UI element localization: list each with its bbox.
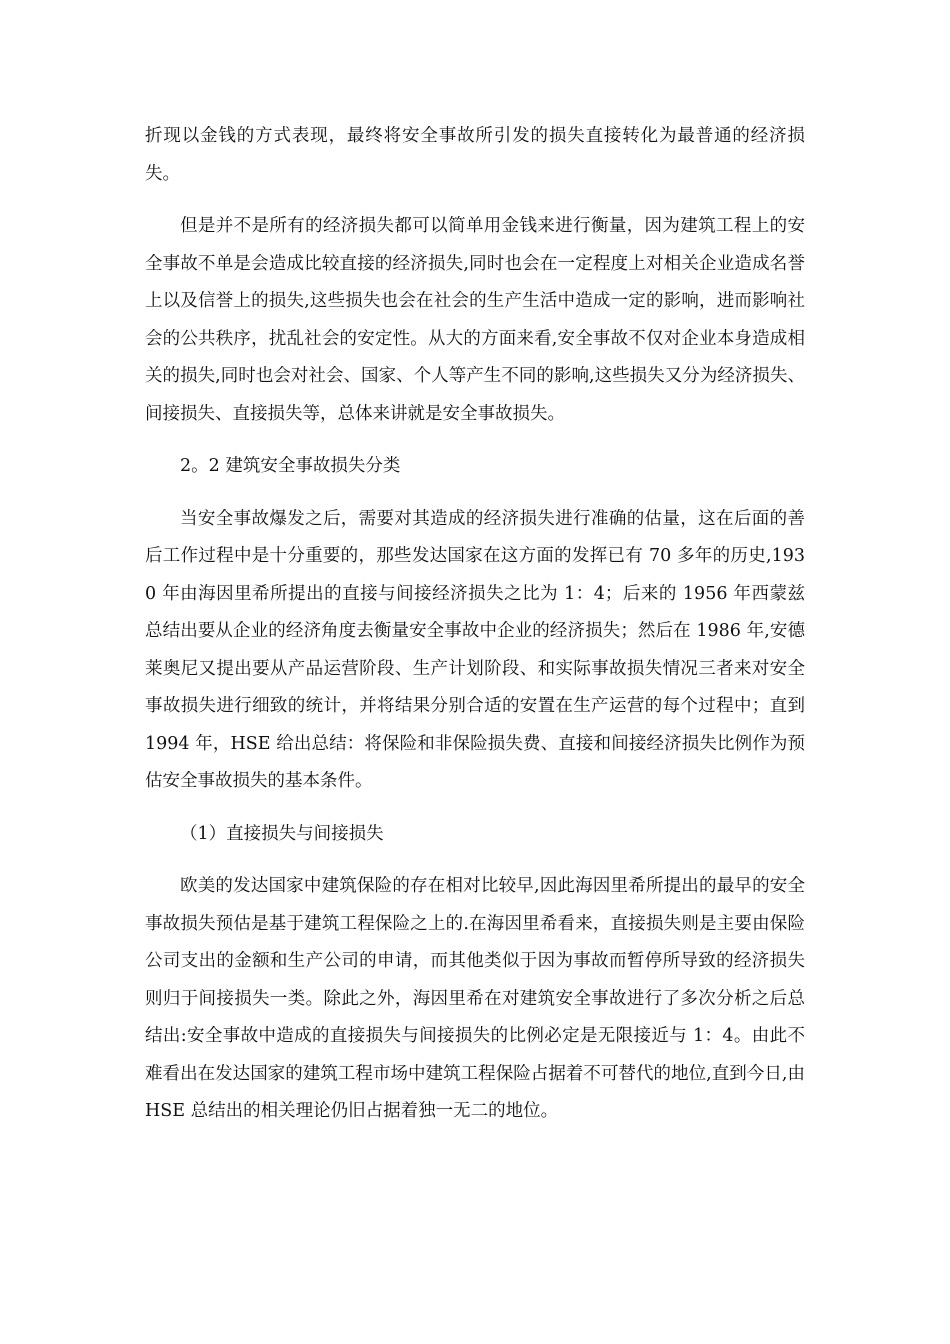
subsection-heading-direct-indirect: （1）直接损失与间接损失 xyxy=(180,823,384,844)
paragraph-heinrich-theory: 欧美的发达国家中建筑保险的存在相对比较早,因此海因里希所提出的最早的安全事故损失预估是基于建筑工程保险之上的.在海因里希看来，直接损失则是主要由保险公司支出的金额和生产公司的申请，而其他类似于因为事故而暂停所导致的经济损失则归于间接损失一类。除此之外，海因里希在对建筑安全事故进行了多次分析之后总结出:安全事故中造成的直接损失与间接损失的比例必定是无限接近与 1：4。由此不难看出在发达国家的建筑工程市场中建筑工程保险占据着不可替代的地位,直到今日,由 HSE 总结出的相关理论仍旧占据着独一无二的地位。 xyxy=(145,876,805,1121)
paragraph-economic-loss: 但是并不是所有的经济损失都可以简单用金钱来进行衡量，因为建筑工程上的安全事故不单是会造成比较直接的经济损失,同时也会在一定程度上对相关企业造成名誉上以及信誉上的损失,这些损失也会在社会的生产生活中造成一定的影响，进而影响社会的公共秩序，扰乱社会的安定性。从大的方面来看,安全事故不仅对企业本身造成相关的损失,同时也会对社会、国家、个人等产生不同的影响,这些损失又分为经济损失、间接损失、直接损失等，总体来讲就是安全事故损失。 xyxy=(145,216,805,424)
paragraph-continuation: 折现以金钱的方式表现，最终将安全事故所引发的损失直接转化为最普通的经济损失。 xyxy=(145,126,805,184)
paragraph-loss-estimation-history: 当安全事故爆发之后，需要对其造成的经济损失进行准确的估量，这在后面的善后工作过程中是十分重要的，那些发达国家在这方面的发挥已有 70 多年的历史,1930 年由海因里希所提出的直接与间接经济损失之比为 1：4；后来的 1956 年西蒙兹总结出要从企业的经济角度去衡量安全事故中企业的经济损失；然后在 1986 年,安德莱奥尼又提出要从产品运营阶段、生产计划阶段、和实际事故损失情况三者来对安全事故损失进行细致的统计，并将结果分别合适的安置在生产运营的每个过程中；直到 1994 年，HSE 给出总结：将保险和非保险损失费、直接和间接经济损失比例作为预估安全事故损失的基本条件。 xyxy=(145,508,805,791)
section-heading-2-2: 2。2 建筑安全事故损失分类 xyxy=(180,456,401,476)
document-body xyxy=(145,118,805,1146)
